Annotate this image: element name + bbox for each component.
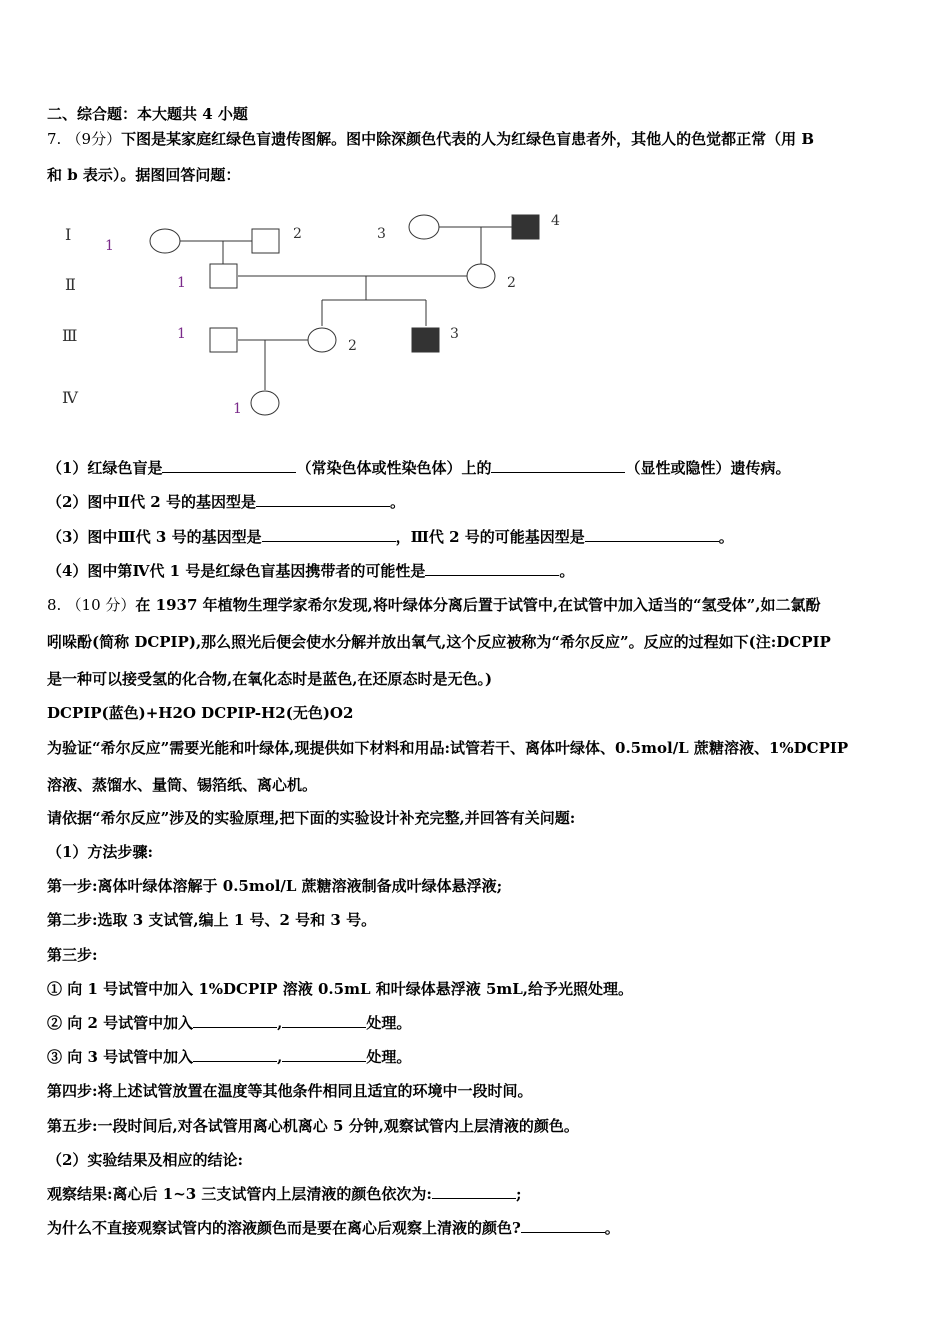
gen-label-i: Ⅰ	[65, 225, 72, 244]
q8-step-5-text: 第五步:一段时间后,对各试管用离心机离心 5 分钟,观察试管内上层清液的颜色。	[47, 1117, 579, 1135]
q8-step-1-text: 第一步:离体叶绿体溶解于 0.5mol/L 蔗糖溶液制备成叶绿体悬浮液;	[47, 877, 503, 895]
q8-step-3-3	[47, 1047, 411, 1067]
generation-labels	[62, 225, 79, 407]
q8-equation	[47, 703, 353, 723]
q8-step-3-2-text-a: ② 向 2 号试管中加入	[47, 1014, 194, 1032]
individual-ii-1-male	[210, 264, 237, 288]
individual-iii-1-male	[210, 328, 237, 352]
label-iii-2: 2	[348, 338, 357, 354]
q7-sub2-text-b: 。	[389, 493, 405, 511]
q7-sub2-blank[interactable]	[256, 492, 390, 507]
q8-step-3-3-text-c: 处理。	[366, 1048, 412, 1066]
q8-equation-text: DCPIP(蓝色)+H2O DCPIP-H2(无色)O2	[47, 704, 354, 722]
q8-step-2-text: 第二步:选取 3 支试管,编上 1 号、2 号和 3 号。	[47, 911, 377, 929]
q8-observation	[47, 1184, 522, 1204]
q8-why-text: 为什么不直接观察试管内的溶液颜色而是要在离心后观察上清液的颜色?	[47, 1219, 521, 1237]
q8-step-3-2-text-c: 处理。	[366, 1014, 412, 1032]
q7-sub3-blank-1[interactable]	[262, 527, 396, 542]
section-title-text: 二、综合题：本大题共 4 小题	[47, 105, 248, 123]
q8-line-8-text: （1）方法步骤:	[47, 843, 153, 861]
q8-line-2	[47, 632, 831, 652]
q7-intro-line-2	[47, 165, 240, 185]
q7-sub3-text-a: （3）图中Ⅲ代 3 号的基因型是	[47, 528, 262, 546]
gen-label-iii: Ⅲ	[62, 326, 78, 345]
q8-step-3-3-comma: ,	[277, 1048, 283, 1066]
label-iii-3: 3	[450, 326, 459, 342]
q8-step-3	[47, 945, 98, 965]
individual-i-1-female	[150, 229, 180, 253]
q8-step-1	[47, 876, 502, 896]
q8-line-2-text: 吲哚酚(简称 DCPIP),那么照光后便会使水分解并放出氧气,这个反应被称为“希尔反应”。反应的过程如下(注:DCPIP	[47, 633, 831, 651]
q8-line-7	[47, 808, 575, 828]
q8-step-3-text: 第三步:	[47, 946, 98, 964]
q8-number: 8.	[47, 596, 62, 614]
label-i-1: 1	[105, 238, 114, 254]
q8-why	[47, 1218, 620, 1238]
q8-step-5	[47, 1116, 579, 1136]
gen-label-ii: Ⅱ	[65, 275, 76, 294]
q8-line-1	[47, 595, 821, 615]
q8-step-4	[47, 1081, 533, 1101]
q7-sub1-blank-1[interactable]	[162, 458, 296, 473]
q7-sub1-text-b: （常染色体或性染色体）上的	[296, 459, 492, 477]
q8-line-3-text: 是一种可以接受氢的化合物,在氧化态时是蓝色,在还原态时是无色。)	[47, 670, 493, 688]
individual-i-3-female	[409, 215, 439, 239]
q8-observation-blank[interactable]	[432, 1184, 516, 1199]
q7-intro-1: 下图是某家庭红绿色盲遗传图解。图中除深颜色代表的人为红绿色盲患者外，其他人的色觉都正常（用 B	[121, 130, 814, 148]
q8-observation-end: ;	[515, 1185, 522, 1203]
q8-line-1-text: 在 1937 年植物生理学家希尔发现,将叶绿体分离后置于试管中,在试管中加入适当的“氢受体”,如二氯酚	[135, 596, 821, 614]
q7-sub4-text-b: 。	[559, 562, 575, 580]
q8-part-2	[47, 1150, 243, 1170]
label-ii-2: 2	[507, 275, 516, 291]
gen-label-iv: Ⅳ	[62, 388, 78, 407]
q8-why-end: 。	[604, 1219, 620, 1237]
label-i-2: 2	[293, 226, 302, 242]
q8-step-3-3-blank-1[interactable]	[193, 1047, 277, 1062]
label-iii-1: 1	[177, 326, 186, 342]
q8-observation-text: 观察结果:离心后 1~3 三支试管内上层清液的颜色依次为:	[47, 1185, 432, 1203]
pedigree-diagram	[40, 198, 600, 428]
q7-sub3-text-c: 。	[718, 528, 734, 546]
q7-sub4-blank[interactable]	[425, 561, 559, 576]
q7-sub1-text-a: （1）红绿色盲是	[47, 459, 163, 477]
q8-step-2	[47, 910, 376, 930]
pedigree-lines	[180, 227, 512, 390]
q8-line-3	[47, 669, 492, 689]
individual-iv-1-female	[251, 391, 279, 415]
label-i-3: 3	[377, 226, 386, 242]
q7-intro-2: 和 b 表示）。据图回答问题：	[47, 166, 241, 184]
q7-sub4	[47, 561, 574, 581]
q7-sub4-text-a: （4）图中第Ⅳ代 1 号是红绿色盲基因携带者的可能性是	[47, 562, 426, 580]
q8-line-5	[47, 738, 848, 758]
individual-iii-2-female	[308, 328, 336, 352]
q8-step-3-3-blank-2[interactable]	[282, 1047, 366, 1062]
q7-number: 7.	[47, 130, 62, 148]
q7-sub1	[47, 458, 790, 478]
q8-score: （10 分）	[66, 596, 136, 614]
label-ii-1: 1	[177, 275, 186, 291]
q8-step-3-1-text: ① 向 1 号试管中加入 1%DCPIP 溶液 0.5mL 和叶绿体悬浮液 5mL,给予光照处理。	[47, 980, 634, 998]
q8-line-8	[47, 842, 153, 862]
q8-part-2-text: （2）实验结果及相应的结论:	[47, 1151, 243, 1169]
individual-iii-3-male-affected	[412, 328, 439, 352]
q8-step-3-2-comma: ,	[277, 1014, 283, 1032]
q8-why-blank[interactable]	[521, 1218, 605, 1233]
q7-sub3-blank-2[interactable]	[585, 527, 719, 542]
q7-sub1-blank-2[interactable]	[491, 458, 625, 473]
q7-score: （9分）	[66, 130, 122, 148]
q8-step-3-2-blank-1[interactable]	[193, 1013, 277, 1028]
q8-line-6	[47, 775, 317, 795]
q7-sub3-text-b: ，Ⅲ代 2 号的可能基因型是	[395, 528, 585, 546]
individual-i-2-male	[252, 229, 279, 253]
q7-intro-line-1	[47, 129, 814, 149]
q8-step-4-text: 第四步:将上述试管放置在温度等其他条件相同且适宜的环境中一段时间。	[47, 1082, 533, 1100]
q8-step-3-3-text-a: ③ 向 3 号试管中加入	[47, 1048, 194, 1066]
q8-step-3-2-blank-2[interactable]	[282, 1013, 366, 1028]
individual-ii-2-female	[467, 264, 495, 288]
q8-line-5-text: 为验证“希尔反应”需要光能和叶绿体,现提供如下材料和用品:试管若干、离体叶绿体、0.5mol/L 蔗糖溶液、1%DCPIP	[47, 739, 849, 757]
q7-sub2	[47, 492, 405, 512]
label-iv-1: 1	[233, 401, 242, 417]
q7-sub1-text-c: （显性或隐性）遗传病。	[625, 459, 791, 477]
q7-sub3	[47, 527, 734, 547]
q8-line-6-text: 溶液、蒸馏水、量筒、锡箔纸、离心机。	[47, 776, 318, 794]
q8-step-3-2	[47, 1013, 411, 1033]
q8-line-7-text: 请依据“希尔反应”涉及的实验原理,把下面的实验设计补充完整,并回答有关问题:	[47, 809, 576, 827]
q8-step-3-1	[47, 979, 633, 999]
individual-i-4-male-affected	[512, 215, 539, 239]
q7-sub2-text-a: （2）图中Ⅱ代 2 号的基因型是	[47, 493, 256, 511]
section-title	[47, 104, 248, 124]
label-i-4: 4	[551, 213, 560, 229]
